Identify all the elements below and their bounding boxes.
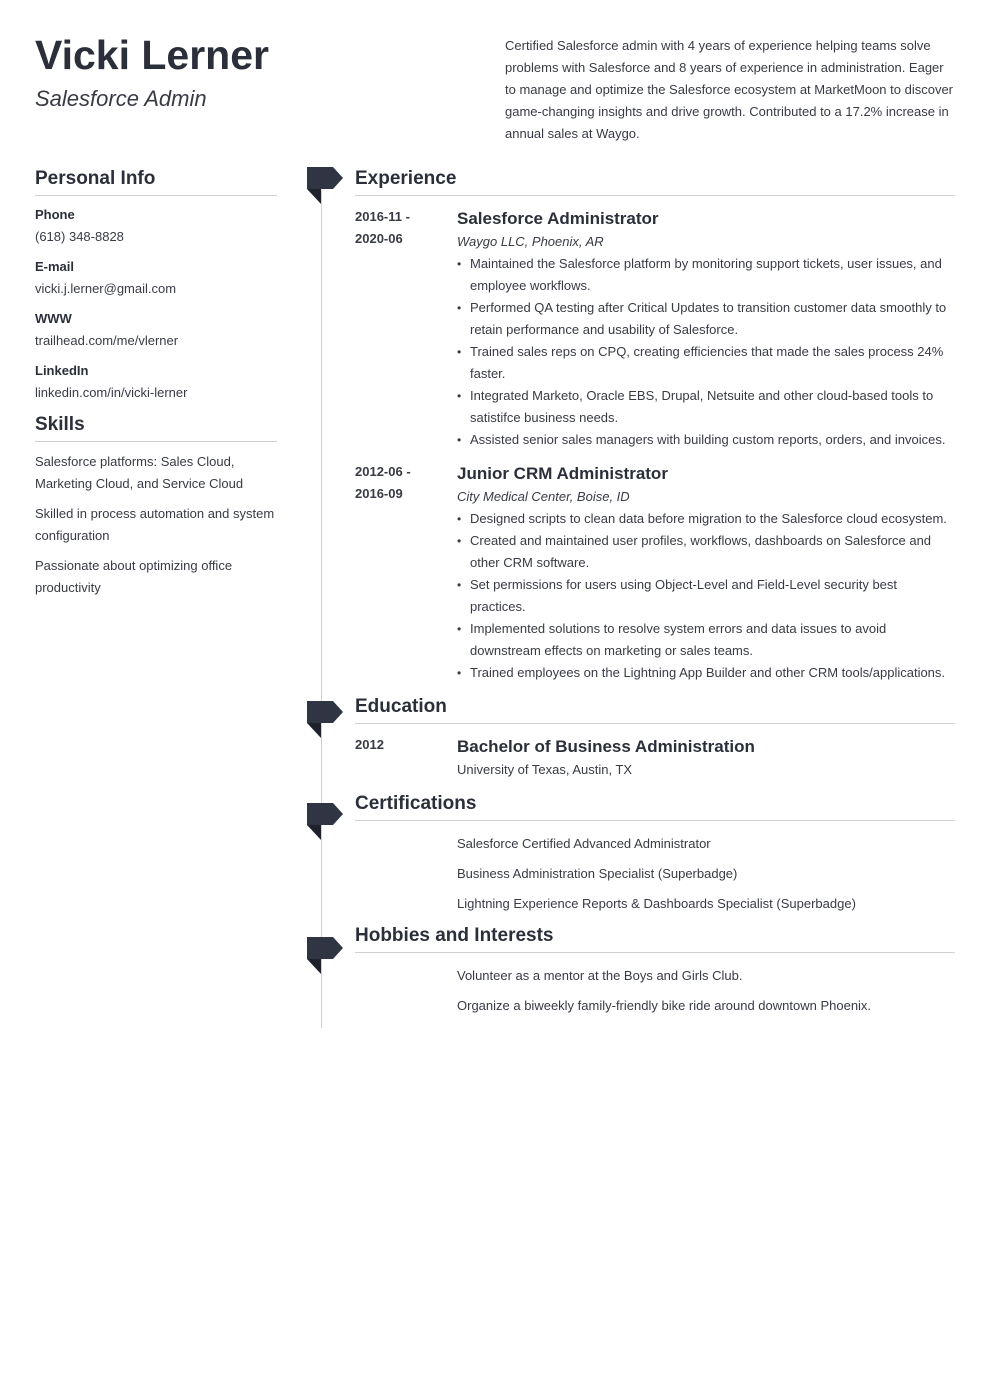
certification-item: Business Administration Specialist (Superbadge) xyxy=(457,866,738,881)
bullet-item: • Implemented solutions to resolve system errors and data issues to avoid downstream effects on marketing or sales teams. xyxy=(457,618,955,662)
skills-list xyxy=(35,442,277,599)
hobbies-section xyxy=(355,923,955,1017)
entry-title: Salesforce Administrator xyxy=(457,209,659,228)
section-marker-icon xyxy=(307,167,343,204)
entry-org: City Medical Center, Boise, ID xyxy=(457,489,630,504)
bullet-item: • Trained employees on the Lightning App Builder and other CRM tools/applications. xyxy=(457,662,955,684)
entry-body xyxy=(457,734,955,781)
skills-heading: Skills xyxy=(35,412,277,442)
personal-info-heading: Personal Info xyxy=(35,166,277,196)
info-label: E-mail xyxy=(35,259,75,274)
info-linkedin xyxy=(35,360,277,404)
info-label: WWW xyxy=(35,311,72,326)
education-entry xyxy=(355,734,955,781)
hobbies-list xyxy=(355,953,955,1017)
job-title: Salesforce Admin xyxy=(35,86,207,111)
info-label: Phone xyxy=(35,207,75,222)
entry-dates: 2012-06 - 2016-09 xyxy=(355,464,411,501)
certifications-section xyxy=(355,791,955,915)
experience-section xyxy=(355,166,955,684)
certification-item: Lightning Experience Reports & Dashboards Specialist (Superbadge) xyxy=(457,896,856,911)
certifications-heading: Certifications xyxy=(355,791,955,821)
education-section xyxy=(355,694,955,781)
info-phone xyxy=(35,204,277,248)
bullet-item: • Maintained the Salesforce platform by monitoring support tickets, user issues, and employee workflows. xyxy=(457,253,955,297)
certifications-list xyxy=(355,821,955,915)
info-www xyxy=(35,308,277,352)
certification-item: Salesforce Certified Advanced Administrator xyxy=(457,836,711,851)
entry-body xyxy=(457,206,955,451)
entry-org: Waygo LLC, Phoenix, AR xyxy=(457,234,604,249)
entry-bullets xyxy=(457,508,955,684)
bullet-item: • Integrated Marketo, Oracle EBS, Drupal, Netsuite and other cloud-based tools to satistifce business needs. xyxy=(457,385,955,429)
section-marker-icon xyxy=(307,701,343,738)
skill-item: Skilled in process automation and system configuration xyxy=(35,506,275,543)
info-label: LinkedIn xyxy=(35,363,89,378)
entry-dates: 2016-11 - 2020-06 xyxy=(355,209,410,246)
entry-title: Junior CRM Administrator xyxy=(457,464,668,483)
hobbies-heading: Hobbies and Interests xyxy=(355,923,955,953)
hobby-item: Volunteer as a mentor at the Boys and Girls Club. xyxy=(457,968,743,983)
bullet-item: • Trained sales reps on CPQ, creating efficiencies that made the sales process 24% faster. xyxy=(457,341,955,385)
experience-entries xyxy=(355,196,955,684)
experience-entry xyxy=(355,461,955,684)
degree-title: Bachelor of Business Administration xyxy=(457,737,755,756)
education-heading: Education xyxy=(355,694,955,724)
experience-entry xyxy=(355,206,955,451)
email-value[interactable]: vicki.j.lerner@gmail.com xyxy=(35,281,177,296)
bullet-item: • Designed scripts to clean data before migration to the Salesforce cloud ecosystem. xyxy=(457,508,955,530)
entry-body xyxy=(457,461,955,684)
skill-item: Passionate about optimizing office productivity xyxy=(35,558,233,595)
bullet-item: • Set permissions for users using Object-Level and Field-Level security best practices. xyxy=(457,574,955,618)
left-column xyxy=(35,166,277,607)
candidate-name: Vicki Lerner xyxy=(35,32,269,78)
entry-bullets xyxy=(457,253,955,451)
bullet-item: • Created and maintained user profiles, workflows, dashboards on Salesforce and other CRM software. xyxy=(457,530,955,574)
timeline-line xyxy=(321,190,322,1028)
phone-value: (618) 348-8828 xyxy=(35,229,124,244)
section-marker-icon xyxy=(307,937,343,974)
section-marker-icon xyxy=(307,803,343,840)
experience-heading: Experience xyxy=(355,166,955,196)
info-email xyxy=(35,256,277,300)
bullet-item: • Performed QA testing after Critical Updates to transition customer data smoothly to retain performance and usability of Salesforce. xyxy=(457,297,955,341)
profile-summary: Certified Salesforce admin with 4 years of experience helping teams solve problems with Salesforce and 8 years of experience in administration. Eager to manage and optimize the Salesforce ecosystem at MarketMoon to discover game-changing insights and drive growth. Contributed to a 17.2% increase in annual sales at Waygo. xyxy=(505,38,953,141)
linkedin-value[interactable]: linkedin.com/in/vicki-lerner xyxy=(35,385,188,400)
www-value[interactable]: trailhead.com/me/vlerner xyxy=(35,333,179,348)
personal-info-list xyxy=(35,196,277,404)
education-entries xyxy=(355,724,955,781)
hobby-item: Organize a biweekly family-friendly bike ride around downtown Phoenix. xyxy=(457,998,872,1013)
right-column xyxy=(355,166,955,1025)
entry-date: 2012 xyxy=(355,737,384,752)
bullet-item: • Assisted senior sales managers with building custom reports, orders, and invoices. xyxy=(457,429,955,451)
school-name: University of Texas, Austin, TX xyxy=(457,762,633,777)
skill-item: Salesforce platforms: Sales Cloud, Marketing Cloud, and Service Cloud xyxy=(35,454,244,491)
